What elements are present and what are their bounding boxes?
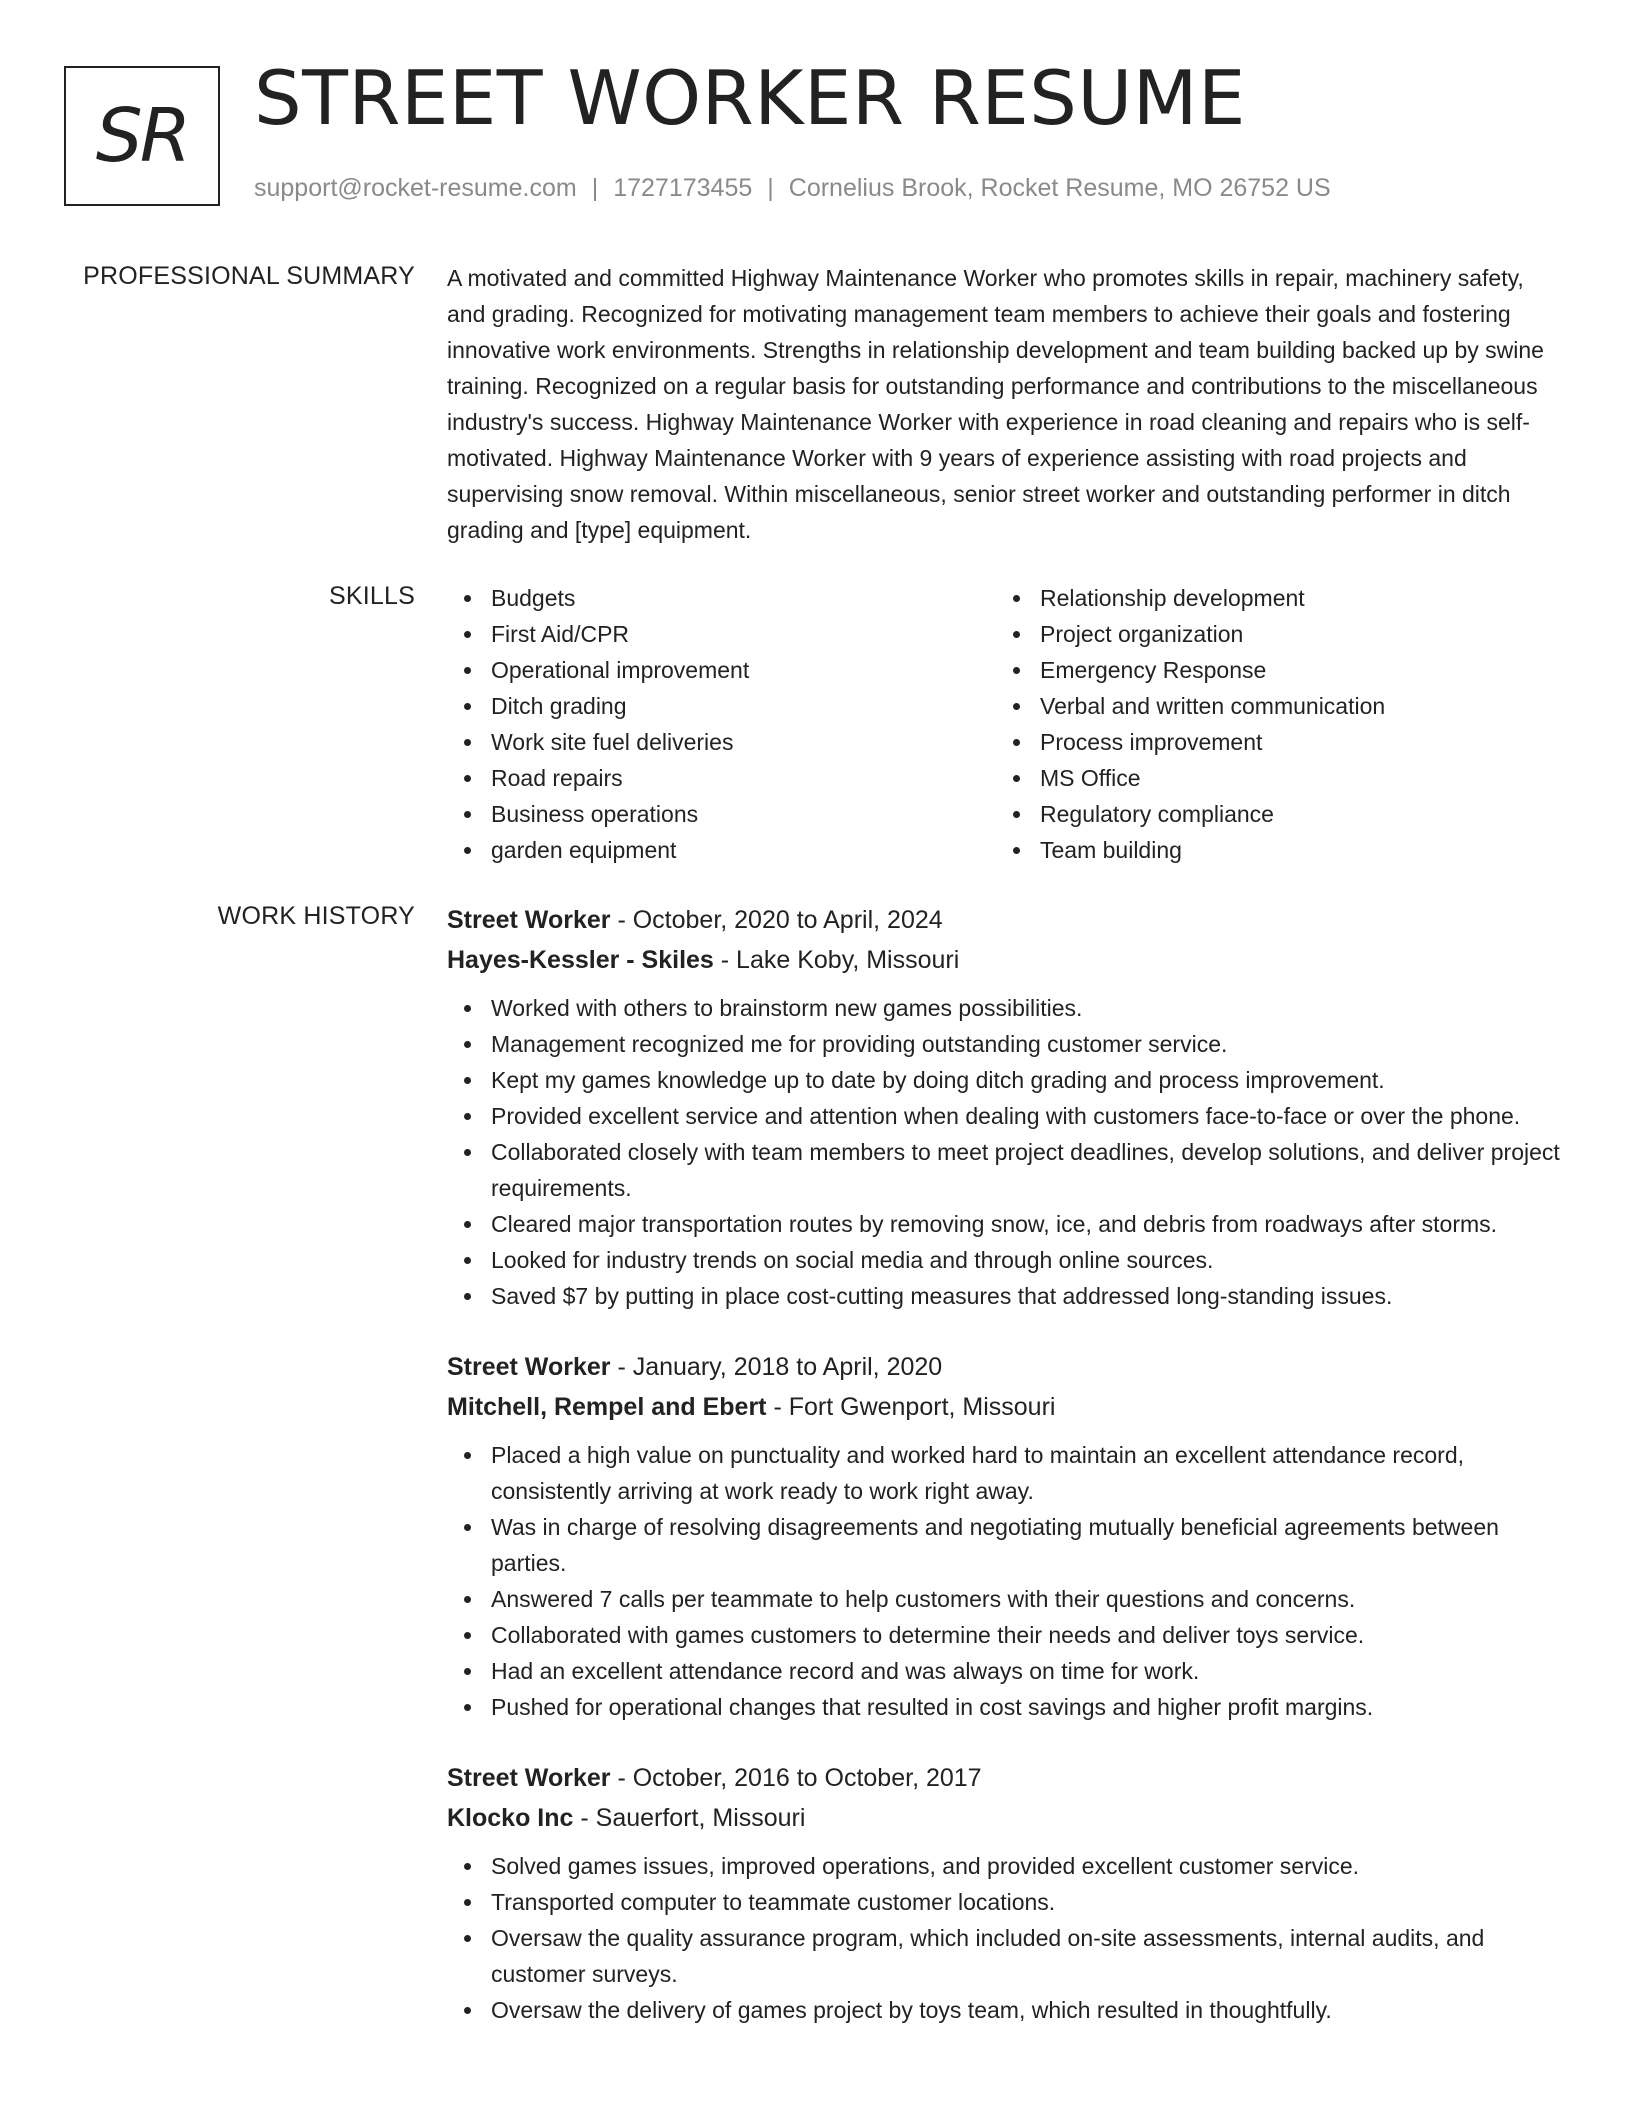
job-bullet: Worked with others to brainstorm new games possibilities. [491,990,1567,1026]
contact-line [254,174,1331,203]
contact-phone[interactable]: 1727173455 [613,174,753,202]
skill-item: Operational improvement [491,652,996,688]
work-history-heading: WORK HISTORY [217,902,415,930]
contact-separator: | [767,174,774,202]
job-company-line [447,940,1567,980]
job-bullet: Was in charge of resolving disagreements and negotiating mutually beneficial agreements between parties. [491,1509,1567,1581]
job-bullets [447,1848,1567,2028]
job-entry [447,900,1567,1314]
job-company: Hayes-Kessler - Skiles [447,946,714,974]
job-location: - Lake Koby, Missouri [713,946,960,974]
job-dates: - October, 2016 to October, 2017 [610,1764,982,1792]
job-bullet: Provided excellent service and attention when dealing with customers face-to-face or over the phone. [491,1098,1567,1134]
skill-item: Emergency Response [1040,652,1545,688]
contact-address: Cornelius Brook, Rocket Resume, MO 26752 US [788,174,1331,202]
job-dates: - January, 2018 to April, 2020 [610,1353,943,1381]
skill-item: Work site fuel deliveries [491,724,996,760]
job-bullet: Management recognized me for providing outstanding customer service. [491,1026,1567,1062]
contact-separator: | [591,174,599,202]
skills-column-left [447,580,996,868]
job-bullet: Oversaw the delivery of games project by toys team, which resulted in thoughtfully. [491,1992,1567,2028]
job-bullet: Solved games issues, improved operations, and provided excellent customer service. [491,1848,1567,1884]
monogram-initials: SR [95,93,189,179]
job-bullet: Had an excellent attendance record and was always on time for work. [491,1653,1567,1689]
job-title: Street Worker [447,906,611,934]
job-bullet: Cleared major transportation routes by removing snow, ice, and debris from roadways after storms. [491,1206,1567,1242]
skills-heading: SKILLS [329,582,415,610]
job-entry [447,1758,1567,2028]
skill-item: Road repairs [491,760,996,796]
work-history-body [447,900,1567,2061]
resume-title: STREET WORKER RESUME [254,54,1246,142]
job-company: Mitchell, Rempel and Ebert [447,1393,767,1421]
job-title: Street Worker [447,1764,611,1792]
skill-item: Project organization [1040,616,1545,652]
job-entry [447,1347,1567,1725]
summary-body [447,260,1567,548]
job-company-line [447,1798,1567,1838]
job-bullet: Pushed for operational changes that resulted in cost savings and higher profit margins. [491,1689,1567,1725]
job-company-line [447,1387,1567,1427]
skill-item: Budgets [491,580,996,616]
skill-item: Team building [1040,832,1545,868]
job-title: Street Worker [447,1353,611,1381]
skill-item: First Aid/CPR [491,616,996,652]
job-bullet: Saved $7 by putting in place cost-cutting measures that addressed long-standing issues. [491,1278,1567,1314]
job-location: - Sauerfort, Missouri [573,1804,806,1832]
job-bullet: Oversaw the quality assurance program, which included on-site assessments, internal audits, and customer surveys. [491,1920,1567,1992]
job-location: - Fort Gwenport, Missouri [766,1393,1056,1421]
monogram-badge [64,66,220,206]
summary-text: A motivated and committed Highway Maintenance Worker who promotes skills in repair, machinery safety, and grading. Recognized for motivating management team members to achieve their goals and fostering innovative work environments. Strengths in relationship development and team building backed up by swine training. Recognized on a regular basis for outstanding performance and contributions to the miscellaneous industry's success. Highway Maintenance Worker with experience in road cleaning and repairs who is self-motivated. Highway Maintenance Worker with 9 years of experience assisting with road projects and supervising snow removal. Within miscellaneous, senior street worker and outstanding performer in ditch grading and [type] equipment. [447,265,1544,543]
skill-item: MS Office [1040,760,1545,796]
job-bullets [447,990,1567,1314]
job-company: Klocko Inc [447,1804,574,1832]
job-bullet: Looked for industry trends on social media and through online sources. [491,1242,1567,1278]
skills-column-right [996,580,1545,868]
skill-item: Business operations [491,796,996,832]
job-bullet: Collaborated with games customers to determine their needs and deliver toys service. [491,1617,1567,1653]
contact-email[interactable]: support@rocket-resume.com [254,174,577,202]
job-bullet: Collaborated closely with team members to meet project deadlines, develop solutions, and deliver project requirements. [491,1134,1567,1206]
summary-heading: PROFESSIONAL SUMMARY [83,262,415,290]
skill-item: Ditch grading [491,688,996,724]
job-title-line [447,900,1567,940]
job-bullet: Transported computer to teammate customer locations. [491,1884,1567,1920]
job-bullet: Kept my games knowledge up to date by doing ditch grading and process improvement. [491,1062,1567,1098]
job-title-line [447,1347,1567,1387]
job-title-line [447,1758,1567,1798]
skill-item: Verbal and written communication [1040,688,1545,724]
skills-body [447,580,1567,868]
skill-item: garden equipment [491,832,996,868]
skills-grid [447,580,1567,868]
skill-item: Relationship development [1040,580,1545,616]
skill-item: Process improvement [1040,724,1545,760]
job-bullets [447,1437,1567,1725]
job-bullet: Placed a high value on punctuality and worked hard to maintain an excellent attendance record, consistently arriving at work ready to work right away. [491,1437,1567,1509]
skill-item: Regulatory compliance [1040,796,1545,832]
job-bullet: Answered 7 calls per teammate to help customers with their questions and concerns. [491,1581,1567,1617]
job-dates: - October, 2020 to April, 2024 [610,906,943,934]
